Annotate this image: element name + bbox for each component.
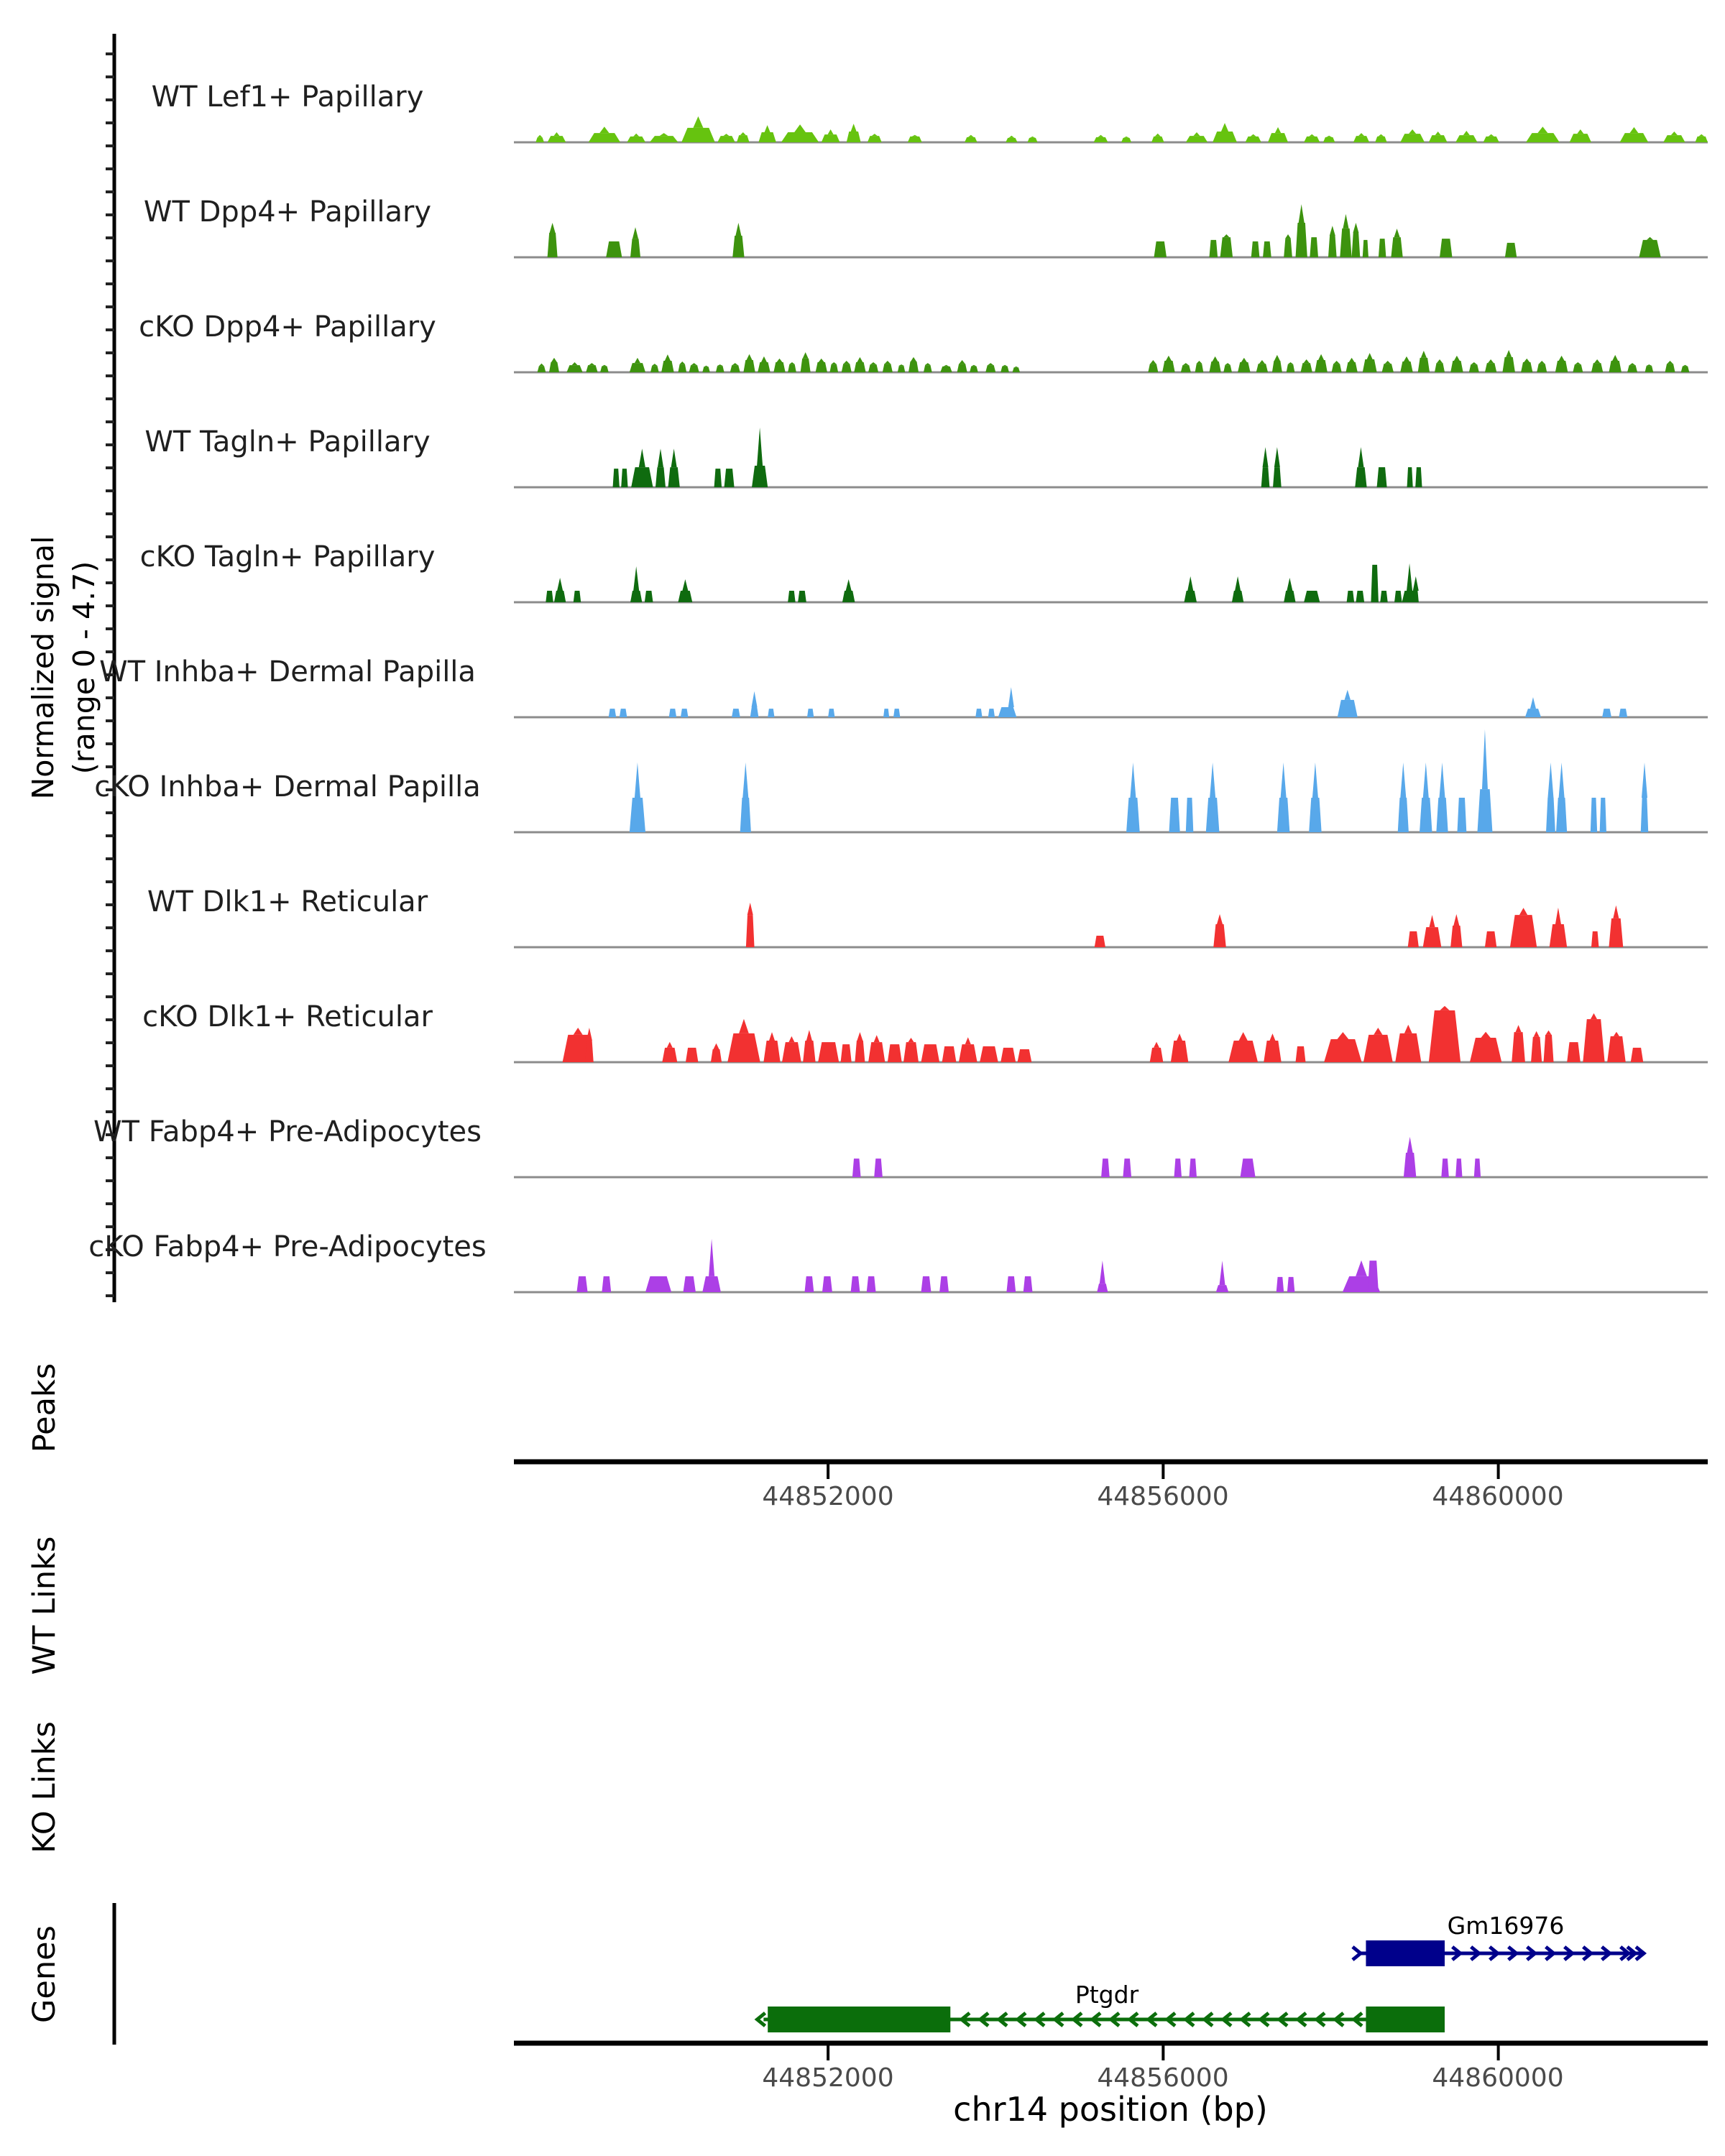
- signal-track-0: [514, 116, 1708, 142]
- gene-label-ptgdr: Ptgdr: [1075, 1981, 1139, 2009]
- signal-track-4: [514, 563, 1708, 602]
- signal-track-3: [514, 428, 1708, 487]
- signal-track-10: [514, 1239, 1708, 1292]
- x-axis-title: chr14 position (bp): [953, 2090, 1268, 2129]
- signal-track-6: [514, 729, 1708, 832]
- upper-axis-tick-44856000: 44856000: [1097, 1482, 1229, 1511]
- signal-track-7: [514, 903, 1708, 947]
- gene-model-ptgdr: [758, 2007, 1445, 2032]
- upper-genomic-axis: [514, 1462, 1708, 1479]
- lower-genomic-axis: [514, 2043, 1708, 2060]
- lower-axis-tick-44856000: 44856000: [1097, 2063, 1229, 2093]
- track-label-wt-inhba-dermal-papilla: WT Inhba+ Dermal Papilla: [99, 655, 476, 688]
- signal-track-5: [514, 687, 1708, 717]
- signal-track-2: [514, 350, 1708, 372]
- track-label-wt-tagln-papillary: WT Tagln+ Papillary: [144, 425, 431, 459]
- track-label-wt-dlk1-reticular: WT Dlk1+ Reticular: [147, 885, 428, 918]
- track-label-cko-dlk1-reticular: cKO Dlk1+ Reticular: [142, 1000, 433, 1033]
- signal-track-1: [514, 204, 1708, 257]
- section-label-wt-links: WT Links: [27, 1536, 63, 1675]
- signal-track-9: [514, 1137, 1708, 1177]
- gene-model-gm16976: [1353, 1940, 1644, 1966]
- gene-label-gm16976: Gm16976: [1447, 1912, 1565, 1940]
- track-label-cko-inhba-dermal-papilla: cKO Inhba+ Dermal Papilla: [94, 770, 481, 803]
- section-label-genes: Genes: [27, 1925, 63, 2023]
- track-label-cko-fabp4-pre-adipocytes: cKO Fabp4+ Pre-Adipocytes: [88, 1230, 487, 1263]
- track-label-cko-tagln-papillary: cKO Tagln+ Papillary: [139, 540, 436, 573]
- section-label-peaks: Peaks: [27, 1363, 63, 1453]
- lower-axis-tick-44860000: 44860000: [1432, 2063, 1564, 2093]
- track-label-wt-dpp4-papillary: WT Dpp4+ Papillary: [143, 195, 432, 229]
- section-label-ko-links: KO Links: [27, 1721, 63, 1853]
- y-axis-label-line1: Normalized signal: [26, 535, 60, 800]
- signal-track-8: [514, 1006, 1708, 1062]
- track-label-wt-lef1-papillary: WT Lef1+ Papillary: [151, 80, 424, 114]
- y-axis-label-line2: (range 0 - 4.7): [67, 561, 101, 775]
- track-label-wt-fabp4-pre-adipocytes: WT Fabp4+ Pre-Adipocytes: [93, 1115, 482, 1148]
- upper-axis-tick-44860000: 44860000: [1432, 1482, 1564, 1511]
- lower-axis-tick-44852000: 44852000: [762, 2063, 894, 2093]
- upper-axis-tick-44852000: 44852000: [762, 1482, 894, 1511]
- track-label-cko-dpp4-papillary: cKO Dpp4+ Papillary: [139, 310, 436, 344]
